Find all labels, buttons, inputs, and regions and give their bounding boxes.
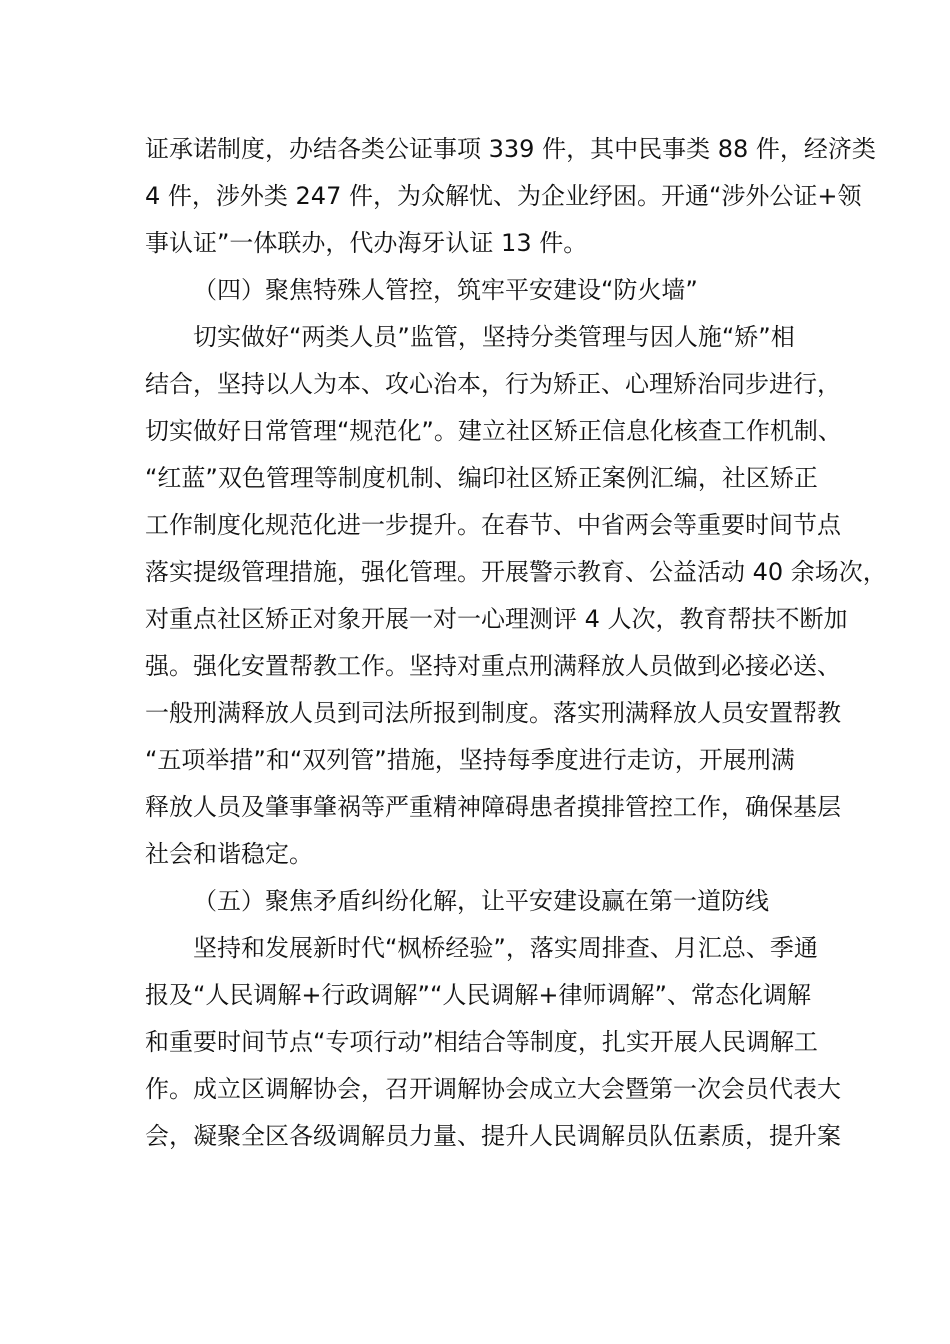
text-line-15: 释放人员及肇事肇祸等严重精神障碍患者摸排管控工作，确保基层 xyxy=(145,793,841,821)
text-line-9: 工作制度化规范化进一步提升。在春节、中省两会等重要时间节点 xyxy=(145,511,841,539)
text-line-11: 对重点社区矫正对象开展一对一心理测评 4 人次，教育帮扶不断加 xyxy=(145,605,848,633)
text-line-3: 事认证”一体联办，代办海牙认证 13 件。 xyxy=(145,229,588,257)
text-line-13: 一般刑满释放人员到司法所报到制度。落实刑满释放人员安置帮教 xyxy=(145,699,841,727)
section-heading-4: （四）聚焦特殊人管控，筑牢平安建设“防火墙” xyxy=(193,276,698,304)
text-line-1: 证承诺制度，办结各类公证事项 339 件，其中民事类 88 件，经济类 xyxy=(145,135,876,163)
text-line-10: 落实提级管理措施，强化管理。开展警示教育、公益活动 40 余场次， xyxy=(145,558,887,586)
text-line-20: 和重要时间节点“专项行动”相结合等制度，扎实开展人民调解工 xyxy=(145,1028,818,1056)
text-line-5: 切实做好“两类人员”监管，坚持分类管理与因人施“矫”相 xyxy=(193,323,795,351)
section-heading-5: （五）聚焦矛盾纠纷化解，让平安建设赢在第一道防线 xyxy=(193,887,769,915)
text-line-14: “五项举措”和“双列管”措施，坚持每季度进行走访，开展刑满 xyxy=(145,746,795,774)
text-line-21: 作。成立区调解协会，召开调解协会成立大会暨第一次会员代表大 xyxy=(145,1075,841,1103)
text-line-8: “红蓝”双色管理等制度机制、编印社区矫正案例汇编，社区矫正 xyxy=(145,464,818,492)
text-line-16: 社会和谐稳定。 xyxy=(145,840,313,868)
text-line-19: 报及“人民调解+行政调解”“人民调解+律师调解”、常态化调解 xyxy=(145,981,811,1009)
text-line-18: 坚持和发展新时代“枫桥经验”，落实周排查、月汇总、季通 xyxy=(193,934,818,962)
text-line-7: 切实做好日常管理“规范化”。建立社区矫正信息化核查工作机制、 xyxy=(145,417,842,445)
text-line-2: 4 件，涉外类 247 件，为众解忧、为企业纾困。开通“涉外公证+领 xyxy=(145,182,862,210)
text-line-12: 强。强化安置帮教工作。坚持对重点刑满释放人员做到必接必送、 xyxy=(145,652,841,680)
text-line-22: 会，凝聚全区各级调解员力量、提升人民调解员队伍素质，提升案 xyxy=(145,1122,841,1150)
text-line-6: 结合，坚持以人为本、攻心治本，行为矫正、心理矫治同步进行， xyxy=(145,370,841,398)
